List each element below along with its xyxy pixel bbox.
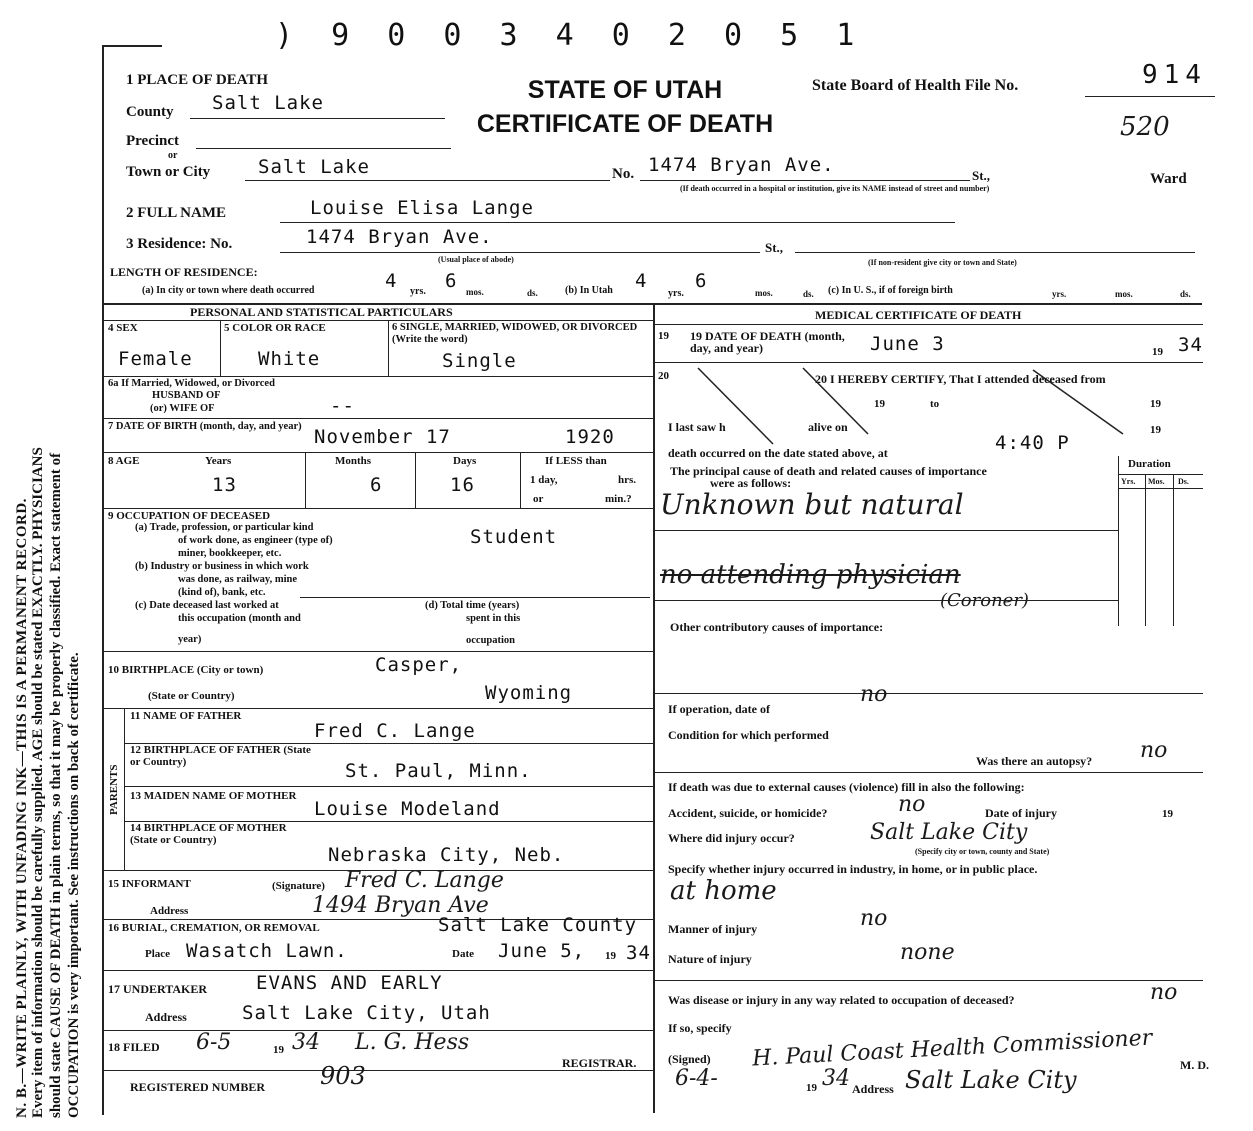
- residence-value: 1474 Bryan Ave.: [306, 226, 493, 248]
- row-line-3: [102, 452, 653, 453]
- birthplace-state-label: (State or Country): [148, 690, 235, 702]
- medical-line-3: [653, 772, 1203, 773]
- dob-label: 7 DATE OF BIRTH (month, day, and year): [108, 421, 302, 432]
- injury-year-prefix: 19: [1162, 808, 1173, 820]
- operation-label: If operation, date of: [668, 702, 770, 716]
- color-label: 5 COLOR OR RACE: [224, 322, 326, 334]
- row-line-14: [102, 1070, 653, 1071]
- age-divider-3: [520, 452, 521, 508]
- row-line-1: [102, 376, 653, 377]
- undertaker-label: 17 UNDERTAKER: [108, 982, 208, 996]
- burial-year-prefix: 19: [605, 950, 616, 962]
- duration-ds-label: Ds.: [1178, 477, 1189, 486]
- occupation-heading: 9 OCCUPATION OF DECEASED: [108, 510, 271, 522]
- state-title: STATE OF UTAH: [527, 76, 723, 104]
- alive-on-label: alive on: [808, 420, 848, 434]
- dob-year: 1920: [565, 426, 615, 448]
- occupation-c-3: year): [178, 634, 202, 645]
- full-name-label: 2 FULL NAME: [126, 205, 227, 221]
- residence-c-ds-label: ds.: [1180, 289, 1191, 299]
- autopsy-label: Was there an autopsy?: [976, 754, 1093, 768]
- margin-warning: N. B.—WRITE PLAINLY, WITH UNFADING INK—THIS IS A PERMANENT RECORD.: [14, 498, 30, 1118]
- undertaker-address: Salt Lake City, Utah: [242, 1002, 491, 1024]
- residence-c-yrs-label: yrs.: [1052, 289, 1067, 299]
- personal-heading-line: [102, 320, 653, 321]
- medical-line-4: [653, 980, 1203, 981]
- residence-a-label: (a) In city or town where death occurred: [142, 285, 315, 296]
- less-than-label: If LESS than: [545, 455, 607, 467]
- condition-label: Condition for which performed: [668, 728, 829, 742]
- birthplace-city: Casper,: [375, 654, 463, 676]
- occupation-d-3: occupation: [466, 635, 516, 646]
- medical-heading: MEDICAL CERTIFICATE OF DEATH: [815, 308, 1022, 322]
- registrar-label: REGISTRAR.: [562, 1056, 637, 1070]
- cause-label-2: were as follows:: [710, 476, 792, 490]
- county-line: [190, 118, 445, 119]
- dod-year-prefix: 19: [1152, 346, 1163, 358]
- length-of-residence-label: LENGTH OF RESIDENCE:: [110, 265, 258, 279]
- residence-a-years: 4: [385, 270, 398, 292]
- informant-signature: Fred C. Lange: [345, 868, 504, 893]
- certificate-stamp-number: ) 9 0 0 3 4 0 2 0 5 1: [275, 18, 865, 53]
- informant-address: 1494 Bryan Ave: [312, 893, 489, 918]
- age-months-label: Months: [335, 455, 372, 467]
- dod-year: 34: [1178, 334, 1203, 356]
- dod-label: 19 DATE OF DEATH (month, day, and year): [690, 329, 845, 355]
- occupation-a-1: (a) Trade, profession, or particular kind: [135, 522, 314, 533]
- form-top-border: [102, 45, 162, 47]
- filed-year: 34: [292, 1030, 320, 1055]
- dod-number: 19: [658, 330, 669, 342]
- nature-label: Nature of injury: [668, 952, 752, 966]
- last-saw-label: I last saw h: [668, 420, 726, 434]
- burial-date-label: Date: [452, 948, 474, 960]
- cause-line-1: [653, 530, 1118, 531]
- death-occurred-label: death occurred on the date stated above, at: [668, 446, 888, 460]
- town-line: [245, 180, 610, 181]
- file-no: 914: [1142, 60, 1207, 90]
- birthplace-label: 10 BIRTHPLACE (City or town): [108, 664, 264, 676]
- residence-line: [280, 252, 760, 253]
- dod-value: June 3: [870, 333, 945, 355]
- occupation-b-line: [300, 597, 650, 598]
- full-name-value: Louise Elisa Lange: [310, 197, 534, 219]
- specify-value: at home: [670, 876, 777, 906]
- signed-address-label: Address: [852, 1082, 894, 1096]
- contributory-label: Other contributory causes of importance:: [670, 620, 884, 634]
- duration-header-line: [1118, 474, 1203, 475]
- age-divider-2: [415, 452, 416, 508]
- town-label: Town or City: [126, 164, 211, 180]
- age-days-label: Days: [453, 455, 477, 467]
- medical-line-2: [653, 693, 1203, 694]
- residence-label: 3 Residence: No.: [126, 236, 233, 252]
- dob-month-day: November 17: [314, 426, 451, 448]
- precinct-label: Precinct: [126, 133, 180, 149]
- md-label: M. D.: [1180, 1058, 1209, 1072]
- margin-instruction-3: OCCUPATION is very important. See instructions on back of certificate.: [66, 652, 82, 1118]
- father-birthplace-label: 12 BIRTHPLACE OF FATHER (State or Country): [130, 744, 311, 768]
- precinct-line: [196, 148, 451, 149]
- mother-name: Louise Modeland: [314, 798, 501, 820]
- filed-year-prefix: 19: [273, 1044, 284, 1056]
- injury-where-label: Where did injury occur?: [668, 831, 795, 845]
- street-no-label: No.: [612, 166, 635, 182]
- residence-line-2: [795, 252, 1195, 253]
- burial-value: Salt Lake County: [438, 914, 638, 936]
- min-label: min.?: [605, 493, 632, 505]
- usual-abode-note: (Usual place of abode): [438, 255, 514, 264]
- occupation-b-2: was done, as railway, mine: [178, 574, 298, 585]
- residence-b-months: 6: [695, 270, 708, 292]
- signed-date: 6-4-: [675, 1066, 718, 1091]
- registered-number-label: REGISTERED NUMBER: [130, 1080, 266, 1094]
- one-day-label: 1 day,: [530, 474, 558, 486]
- burial-label: 16 BURIAL, CREMATION, OR REMOVAL: [108, 922, 320, 934]
- signed-label: (Signed): [668, 1052, 711, 1066]
- burial-year: 34: [626, 942, 651, 964]
- occupation-value: Student: [470, 526, 558, 548]
- signed-address: Salt Lake City: [905, 1066, 1077, 1094]
- duration-subheader-line: [1118, 488, 1203, 489]
- certify-strike-lines: [653, 362, 1203, 457]
- registered-number: 903: [320, 1062, 366, 1090]
- street-line: [640, 180, 970, 181]
- birthplace-state: Wyoming: [485, 682, 573, 704]
- residence-b-years: 4: [635, 270, 648, 292]
- father-name-label: 11 NAME OF FATHER: [130, 710, 242, 722]
- filed-date: 6-5: [196, 1030, 232, 1055]
- full-name-line: [280, 222, 955, 223]
- parents-label: PARENTS: [108, 764, 120, 815]
- informant-signature-label: (Signature): [272, 880, 325, 892]
- external-label: If death was due to external causes (violence) fill in also the following:: [668, 780, 1025, 794]
- file-no-line: [1085, 96, 1215, 97]
- disease-occupation-label: Was disease or injury in any way related to occupation of deceased?: [668, 993, 1015, 1007]
- county-label: County: [126, 104, 174, 120]
- duration-divider-3: [1173, 474, 1174, 626]
- residence-a-ds-label: ds.: [527, 288, 538, 298]
- age-days: 16: [450, 474, 475, 496]
- medical-heading-line: [653, 324, 1203, 325]
- age-years-label: Years: [205, 455, 232, 467]
- file-no-secondary: 520: [1120, 112, 1170, 142]
- occupation-d-1: (d) Total time (years): [425, 600, 520, 611]
- occupation-a-3: miner, bookkeeper, etc.: [178, 548, 282, 559]
- mother-name-label: 13 MAIDEN NAME OF MOTHER: [130, 790, 297, 802]
- residence-b-label: (b) In Utah: [565, 285, 613, 296]
- age-divider-1: [305, 452, 306, 508]
- father-birthplace: St. Paul, Minn.: [345, 760, 532, 782]
- marital-value: Single: [442, 350, 517, 372]
- age-years: 13: [212, 474, 237, 496]
- residence-c-mos-label: mos.: [1115, 289, 1133, 299]
- ward-label: Ward: [1150, 171, 1187, 187]
- undertaker-value: EVANS AND EARLY: [256, 972, 443, 994]
- specify-label: Specify whether injury occurred in industry, in home, or in public place.: [668, 862, 1038, 876]
- certify-to-label: to: [930, 398, 940, 410]
- personal-heading: PERSONAL AND STATISTICAL PARTICULARS: [190, 305, 453, 319]
- margin-instruction-2: should state CAUSE OF DEATH in plain terms, so that it may be properly classified. Exact statement of: [48, 452, 64, 1118]
- signed-year-prefix: 19: [806, 1082, 817, 1094]
- residence-st-label: St.,: [765, 240, 784, 255]
- or-label: or: [168, 150, 178, 161]
- spouse-value: --: [330, 395, 355, 417]
- filed-registrar-signature: L. G. Hess: [355, 1030, 470, 1055]
- death-time: 4:40 P: [995, 432, 1070, 454]
- physician-signature: H. Paul Coast Health Commissioner: [751, 1025, 1153, 1072]
- burial-place-label: Place: [145, 948, 171, 960]
- color-value: White: [258, 348, 321, 370]
- duration-divider-1: [1118, 456, 1119, 626]
- undertaker-address-label: Address: [145, 1010, 187, 1024]
- informant-label: 15 INFORMANT: [108, 878, 191, 890]
- or-min-label: or: [533, 493, 544, 505]
- certify-year-prefix-1: 19: [874, 398, 885, 410]
- nonresident-note: (If non-resident give city or town and State): [868, 258, 1017, 267]
- burial-date: June 5,: [498, 940, 586, 962]
- occupation-b-3: (kind of), bank, etc.: [178, 587, 266, 598]
- certify-number: 20: [658, 370, 669, 382]
- manner-value: no: [860, 906, 888, 931]
- row-line-12: [102, 970, 653, 971]
- mother-birthplace-label: 14 BIRTHPLACE OF MOTHER (State or Country): [130, 822, 287, 846]
- informant-address-label: Address: [150, 905, 189, 917]
- duration-mos-label: Mos.: [1148, 477, 1165, 486]
- duration-label: Duration: [1128, 458, 1171, 470]
- operation-value: no: [860, 682, 888, 707]
- occupation-b-1: (b) Industry or business in which work: [135, 561, 309, 572]
- residence-a-mos-label: mos.: [466, 287, 484, 297]
- mother-birthplace: Nebraska City, Neb.: [328, 844, 565, 866]
- color-divider: [388, 320, 389, 376]
- occupation-a-2: of work done, as engineer (type of): [178, 535, 333, 546]
- residence-a-months: 6: [445, 270, 458, 292]
- injury-where-note: (Specify city or town, county and State): [915, 847, 1050, 856]
- occupation-c-2: this occupation (month and: [178, 613, 301, 624]
- manner-label: Manner of injury: [668, 922, 758, 936]
- duration-divider-2: [1145, 474, 1146, 626]
- if-so-label: If so, specify: [668, 1021, 732, 1035]
- cause-line-2: [653, 600, 1118, 601]
- cause-of-death-secondary: no attending physician: [660, 560, 961, 590]
- spouse-label-2: HUSBAND OF: [152, 390, 221, 401]
- sex-label: 4 SEX: [108, 322, 138, 334]
- sex-divider: [220, 320, 221, 376]
- residence-b-yrs-label: yrs.: [668, 288, 684, 299]
- town-value: Salt Lake: [258, 156, 370, 178]
- injury-date-label: Date of injury: [985, 806, 1057, 820]
- father-name: Fred C. Lange: [314, 720, 476, 742]
- cause-label-1: The principal cause of death and related causes of importance: [670, 464, 987, 478]
- autopsy-value: no: [1140, 738, 1168, 763]
- place-of-death-heading: 1 PLACE OF DEATH: [126, 72, 269, 88]
- row-line-5: [102, 651, 653, 652]
- marital-label: 6 SINGLE, MARRIED, WIDOWED, OR DIVORCED (Write the word): [392, 322, 638, 345]
- residence-b-mos-label: mos.: [755, 288, 773, 298]
- margin-instruction-1: Every item of information should be carefully supplied. AGE should be stated EXACTLY. PHYSICIANS: [30, 447, 46, 1118]
- residence-b-ds-label: ds.: [803, 289, 814, 299]
- cause-coroner: (Coroner): [940, 590, 1029, 611]
- signed-year: 34: [822, 1066, 850, 1091]
- row-line-8: [124, 786, 653, 787]
- filed-label: 18 FILED: [108, 1040, 160, 1054]
- sex-value: Female: [118, 348, 193, 370]
- file-no-label: State Board of Health File No.: [812, 77, 1019, 94]
- age-label: 8 AGE: [108, 455, 140, 467]
- age-months: 6: [370, 474, 383, 496]
- alive-year-prefix: 19: [1150, 424, 1161, 436]
- county-value: Salt Lake: [212, 92, 324, 114]
- certify-year-prefix-2: 19: [1150, 398, 1161, 410]
- occupation-c-1: (c) Date deceased last worked at: [135, 600, 279, 611]
- duration-yrs-label: Yrs.: [1121, 477, 1136, 486]
- spouse-label-1: 6a If Married, Widowed, or Divorced: [108, 378, 275, 389]
- street-address: 1474 Bryan Ave.: [648, 154, 835, 176]
- cause-of-death-primary: Unknown but natural: [660, 488, 964, 521]
- nature-value: none: [900, 940, 955, 965]
- row-line-2: [102, 418, 653, 419]
- spouse-label-3: (or) WIFE OF: [150, 403, 215, 414]
- row-line-6: [102, 708, 653, 709]
- hrs-label: hrs.: [618, 474, 637, 486]
- row-line-4: [102, 508, 653, 509]
- disease-occupation-value: no: [1150, 980, 1178, 1005]
- parents-divider: [124, 708, 125, 870]
- injury-where-value: Salt Lake City: [870, 820, 1028, 845]
- certify-label: 20 I HEREBY CERTIFY, That I attended deceased from: [815, 372, 1106, 386]
- form-left-border: [102, 45, 104, 1115]
- occupation-d-2: spent in this: [466, 613, 521, 624]
- certificate-title: CERTIFICATE OF DEATH: [476, 110, 774, 138]
- residence-c-label: (c) In U. S., if of foreign birth: [828, 285, 953, 296]
- residence-a-yrs-label: yrs.: [410, 286, 426, 297]
- hospital-note: (If death occurred in a hospital or institution, give its NAME instead of street and number): [680, 184, 990, 193]
- accident-label: Accident, suicide, or homicide?: [668, 806, 828, 820]
- accident-value: no: [898, 792, 926, 817]
- burial-place: Wasatch Lawn.: [186, 940, 348, 962]
- st-label: St.,: [972, 168, 991, 183]
